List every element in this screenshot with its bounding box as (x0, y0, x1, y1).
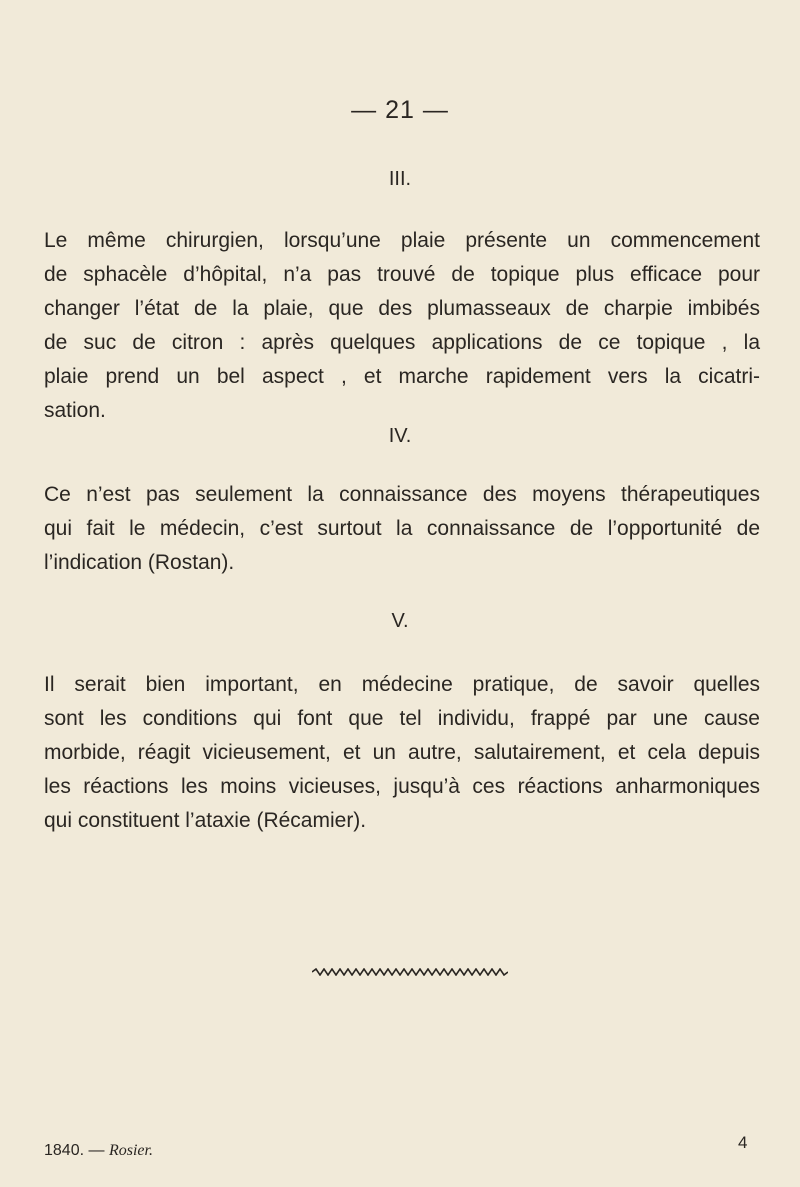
ornament-divider (312, 968, 508, 976)
paragraph-iv (44, 478, 760, 580)
text-line: plaie prend un bel aspect , et marche rapidement vers la cicatri- (44, 365, 760, 388)
paragraph-iii (44, 224, 760, 428)
signature-mark: 4 (738, 1133, 748, 1152)
text-line: les réactions les moins vicieuses, jusqu’à ces réactions anharmoniques (44, 775, 760, 798)
paragraph-v (44, 668, 760, 838)
text-line: Ce n’est pas seulement la connaissance des moyens thérapeutiques (44, 483, 760, 506)
text-line: de sphacèle d’hôpital, n’a pas trouvé de topique plus efficace pour (44, 263, 760, 286)
text-line: changer l’état de la plaie, que des plumasseaux de charpie imbibés (44, 297, 760, 320)
text-line: Il serait bien important, en médecine pratique, de savoir quelles (44, 673, 760, 696)
text-line: qui constituent l’ataxie (Récamier). (44, 809, 367, 832)
section-heading-v: V. (391, 610, 409, 632)
section-heading-iv: IV. (388, 425, 412, 447)
footer-year: 1840. — (44, 1142, 105, 1159)
text-line: sation. (44, 399, 106, 422)
text-line: sont les conditions qui font que tel individu, frappé par une cause (44, 707, 760, 730)
section-heading-iii: III. (388, 168, 412, 190)
text-line: de suc de citron : après quelques applications de ce topique , la (44, 331, 760, 354)
page-number: — 21 — (351, 96, 449, 124)
text-line: morbide, réagit vicieusement, et un autre, salutairement, et cela depuis (44, 741, 760, 764)
text-line: Le même chirurgien, lorsqu’une plaie présente un commencement (44, 229, 760, 252)
text-line: l’indication (Rostan). (44, 551, 235, 574)
text-line: qui fait le médecin, c’est surtout la connaissance de l’opportunité de (44, 517, 760, 540)
footer-imprint (44, 1142, 153, 1160)
footer-author: Rosier. (108, 1142, 153, 1159)
